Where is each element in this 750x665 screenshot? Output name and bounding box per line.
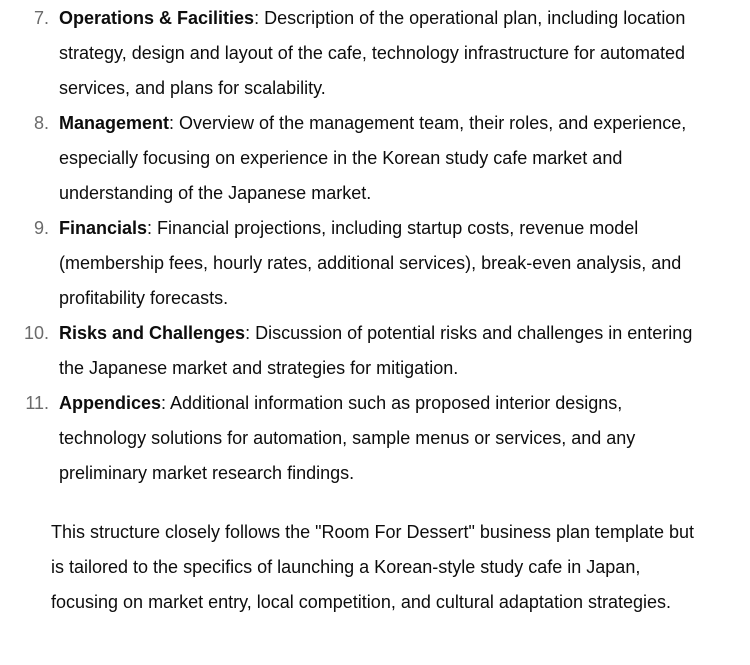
list-item-description: : Financial projections, including startup costs, revenue model (membership fees, hourly rates, additional services), break-even analysis, and profitability forecasts. (59, 218, 682, 308)
list-item-number: 8. (33, 113, 49, 133)
list-item-number: 9. (33, 218, 49, 238)
list-item-number: 11. (25, 393, 49, 413)
list-item-title: Risks and Challenges (59, 323, 246, 343)
list-item-title: Operations & Facilities (59, 8, 255, 28)
list-item-financials (0, 211, 700, 316)
list-item-number: 7. (33, 8, 49, 28)
list-item-risks-challenges (0, 316, 700, 386)
business-plan-sections-list (0, 1, 700, 491)
list-item-description: : Overview of the management team, their roles, and experience, especially focusing on experience in the Korean study cafe market and understanding of the Japanese market. (59, 113, 687, 203)
list-item-appendices (0, 386, 700, 491)
summary-paragraph: This structure closely follows the "Room For Dessert" business plan template but is tailored to the specifics of launching a Korean-style study cafe in Japan, focusing on market entry, local competition, and cultural adaptation strategies. (51, 522, 695, 612)
list-item-description: : Discussion of potential risks and challenges in entering the Japanese market and strategies for mitigation. (59, 323, 693, 378)
list-item-title: Appendices (59, 393, 162, 413)
list-item-management (0, 106, 700, 211)
list-item-description: : Description of the operational plan, including location strategy, design and layout of the cafe, technology infrastructure for automated services, and plans for scalability. (59, 8, 686, 98)
list-item-description: : Additional information such as proposed interior designs, technology solutions for automation, sample menus or services, and any preliminary market research findings. (59, 393, 636, 483)
list-item-title: Financials (59, 218, 148, 238)
list-item-number: 10. (23, 323, 49, 343)
list-item-title: Management (59, 113, 170, 133)
list-item-operations-facilities (0, 1, 700, 106)
